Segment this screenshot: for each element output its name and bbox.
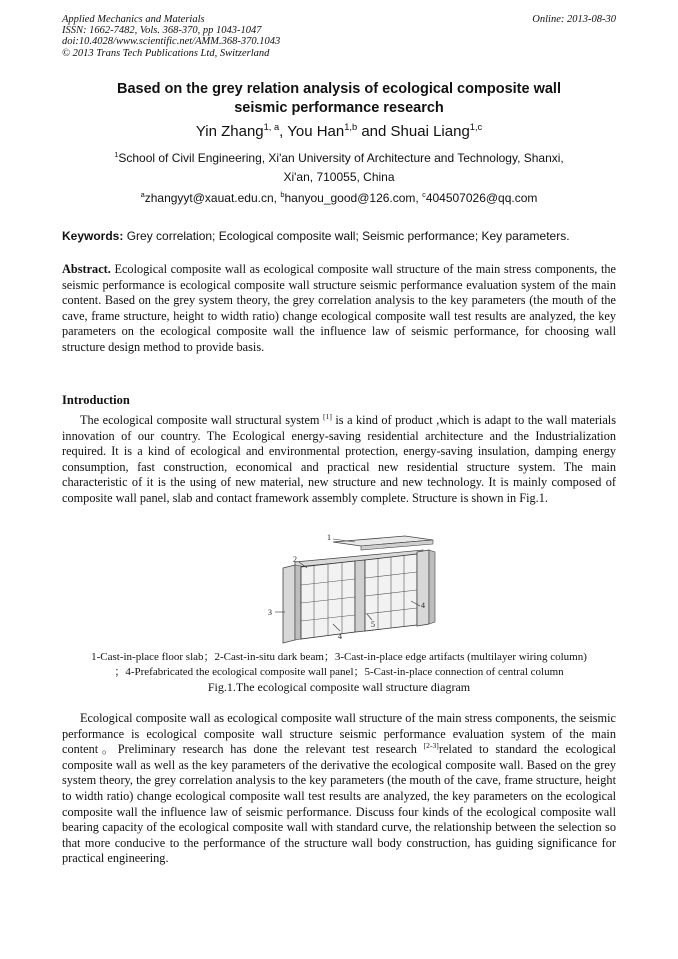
- citation-ref: [1]: [322, 411, 332, 421]
- introduction-heading: Introduction: [62, 393, 130, 407]
- wall-structure-diagram: [255, 528, 445, 646]
- affiliation: [62, 149, 616, 187]
- author-separator: ,: [279, 123, 288, 140]
- emails: [62, 190, 616, 206]
- affiliation-sup: 1: [114, 150, 119, 159]
- copyright: © 2013 Trans Tech Publications Ltd, Switzerland: [62, 47, 270, 59]
- author-sup: 1,c: [469, 122, 483, 132]
- author-sup: 1,b: [344, 122, 358, 132]
- email: hanyou_good@126.com,: [284, 191, 423, 205]
- figure-label: 4: [338, 632, 342, 641]
- abstract: [62, 262, 616, 356]
- caption-line-2: ；4-Prefabricated the ecological composite wall panel；5-Cast-in-place connection of central column: [114, 665, 564, 678]
- email-sup: b: [280, 190, 285, 199]
- affiliation-line-1: School of Civil Engineering, Xi'an University of Architecture and Technology, Shanxi,: [118, 151, 564, 165]
- figure-label: 1: [327, 533, 331, 542]
- email-sup: a: [140, 190, 145, 199]
- doi: doi:10.4028/www.scientific.net/AMM.368-370.1043: [62, 36, 281, 48]
- body-text: related to standard the ecological composite wall as well as the key parameters of the derivative the ecological composite wall. Based on the grey system theory, the grey correlation analysis to the key parameters (the mouth of the cave, frame structure, height to width ratio) change ecological composite wall test results are analyzed, the key parameters on the ecological composite wall the influence law of seismic performance. Discuss four kinds of the ecological composite wall bearing capacity of the ecological composite wall with standard curve, the relationship between the selection so that more conducive to the performance of the structure wall body construction, has guiding significance for practical engineering.: [62, 742, 616, 866]
- issn: ISSN: 1662-7482, Vols. 368-370, pp 1043-1047: [62, 25, 262, 37]
- journal-header: [62, 14, 616, 59]
- affiliation-line-2: Xi'an, 710055, China: [283, 170, 395, 184]
- edge-column-face: [295, 565, 301, 640]
- title-line-2: seismic performance research: [234, 100, 444, 116]
- email: zhangyyt@xauat.edu.cn,: [144, 191, 281, 205]
- edge-column: [417, 550, 429, 626]
- caption-line-1: 1-Cast-in-place floor slab；2-Cast-in-situ dark beam；3-Cast-in-place edge artifacts (multilayer wiring column): [91, 651, 587, 663]
- author-name: Shuai Liang: [390, 123, 470, 140]
- email: 404507026@qq.com: [425, 191, 538, 205]
- keywords: [62, 228, 616, 244]
- author-separator: and: [357, 123, 391, 140]
- figure-label: 2: [293, 555, 297, 564]
- paper-title: [62, 80, 616, 118]
- abstract-text: Ecological composite wall as ecological composite wall structure of the main stress components, the seismic performance is ecological composite wall structure seismic performance evaluation system of the main content. Based on the grey system theory, the grey correlation analysis to the key parameters (the mouth of the cave, frame structure, height to width ratio) change ecological composite wall test results are analyzed, the key parameters on the ecological composite wall the influence law of seismic performance, for choosing wall structure design method to provide basis.: [62, 262, 616, 354]
- intro-text: The ecological composite wall structural system: [80, 413, 323, 427]
- citation-ref: [2-3]: [423, 741, 439, 751]
- figure-label: 4: [421, 601, 425, 610]
- intro-text: is a kind of product ,which is adapt to the wall materials innovation of our country. The Ecological energy-saving residential architecture and the Industrialization required. It is a kind of ecological and environmental protection, energy-saving insulation, damping energy consumption, fast construction, economical and practical new residential structure system. The main characteristic of it is the using of new material, new structure and new technology. It is mainly composed of composite wall panel, slab and contact framework assembly complete. Structure is shown in Fig.1.: [62, 413, 616, 505]
- author-name: Yin Zhang: [195, 123, 264, 140]
- online-date: Online: 2013-08-30: [532, 14, 616, 25]
- figure-label: 3: [268, 608, 272, 617]
- introduction-paragraph: [62, 413, 616, 507]
- edge-column: [283, 565, 295, 643]
- author-sup: 1, a: [263, 122, 280, 132]
- edge-column-face: [429, 550, 435, 624]
- keywords-label: Keywords:: [62, 229, 124, 243]
- central-column: [355, 560, 365, 632]
- figure-caption: [62, 650, 616, 679]
- body-paragraph: [62, 711, 616, 867]
- email-sup: c: [422, 190, 426, 199]
- title-line-1: Based on the grey relation analysis of ecological composite wall: [117, 81, 561, 97]
- authors: [62, 122, 616, 142]
- abstract-label: Abstract.: [62, 262, 111, 276]
- figure-title: Fig.1.The ecological composite wall structure diagram: [207, 680, 471, 694]
- keywords-text: Grey correlation; Ecological composite wall; Seismic performance; Key parameters.: [123, 229, 570, 243]
- journal-name: Applied Mechanics and Materials: [62, 14, 205, 25]
- author-name: You Han: [287, 123, 345, 140]
- body-text: Ecological composite wall as ecological composite wall structure of the main stress components, the seismic performance is ecological composite wall structure seismic performance evaluation system of the main content。Preliminary research has done the relevant test research: [62, 711, 616, 757]
- figure-label: 5: [371, 620, 375, 629]
